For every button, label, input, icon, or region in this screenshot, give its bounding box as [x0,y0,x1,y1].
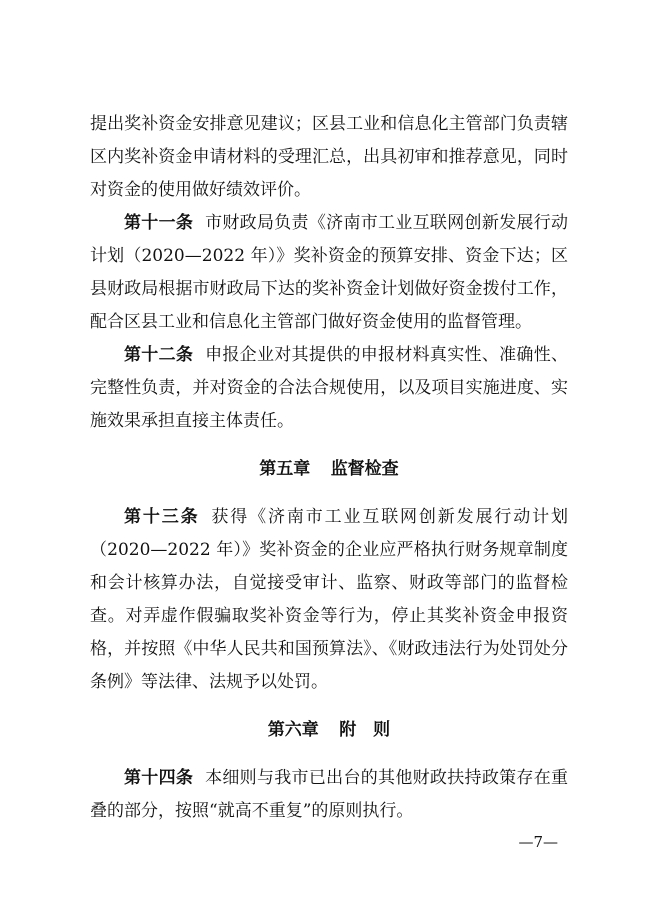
paragraph-text: 市财政局负责《济南市工业互联网创新发展行动计划（2020—2022 年）》奖补资金的预算安排、资金下达；区县财政局根据市财政局下达的奖补资金计划做好资金拨付工作，配合区县工业和信息化主管部门做好资金使用的监督管理。 [90,213,569,332]
chapter-title: 附 则 [339,720,391,740]
paragraph-text: 本细则与我市已出台的其他财政扶持政策存在重叠的部分，按照“就高不重复”的原则执行。 [90,768,569,821]
paragraph-text: 获得《济南市工业互联网创新发展行动计划（2020—2022 年）》奖补资金的企业应严格执行财务规章制度和会计核算办法，自觉接受审计、监察、财政等部门的监督检查。对弄虚作假骗取奖补资金等行为，停止其奖补资金申报资格，并按照《中华人民共和国预算法》、《财政违法行为处罚处分条例》等法律、法规予以处罚。 [90,507,569,692]
article-number: 第十一条 [124,213,194,233]
chapter-heading-5 [90,453,568,486]
paragraph-text: 提出奖补资金安排意见建议；区县工业和信息化主管部门负责辖区内奖补资金申请材料的受理汇总，出具初审和推荐意见，同时对资金的使用做好绩效评价。 [90,114,568,200]
page-number: —7— [518,833,558,851]
article-14 [90,762,568,828]
article-11 [90,207,568,339]
article-13 [90,501,568,699]
article-number: 第十二条 [124,345,194,365]
chapter-number: 第六章 [267,720,319,740]
chapter-heading-6 [90,714,568,747]
paragraph-continued [90,108,568,207]
document-body [90,108,568,828]
article-number: 第十四条 [124,768,194,788]
article-number: 第十三条 [124,507,200,527]
chapter-title: 监督检查 [330,459,399,479]
paragraph-text: 申报企业对其提供的申报材料真实性、准确性、完整性负责，并对资金的合法合规使用，以及项目实施进度、实施效果承担直接主体责任。 [90,345,569,431]
chapter-number: 第五章 [259,459,311,479]
article-12 [90,339,568,438]
